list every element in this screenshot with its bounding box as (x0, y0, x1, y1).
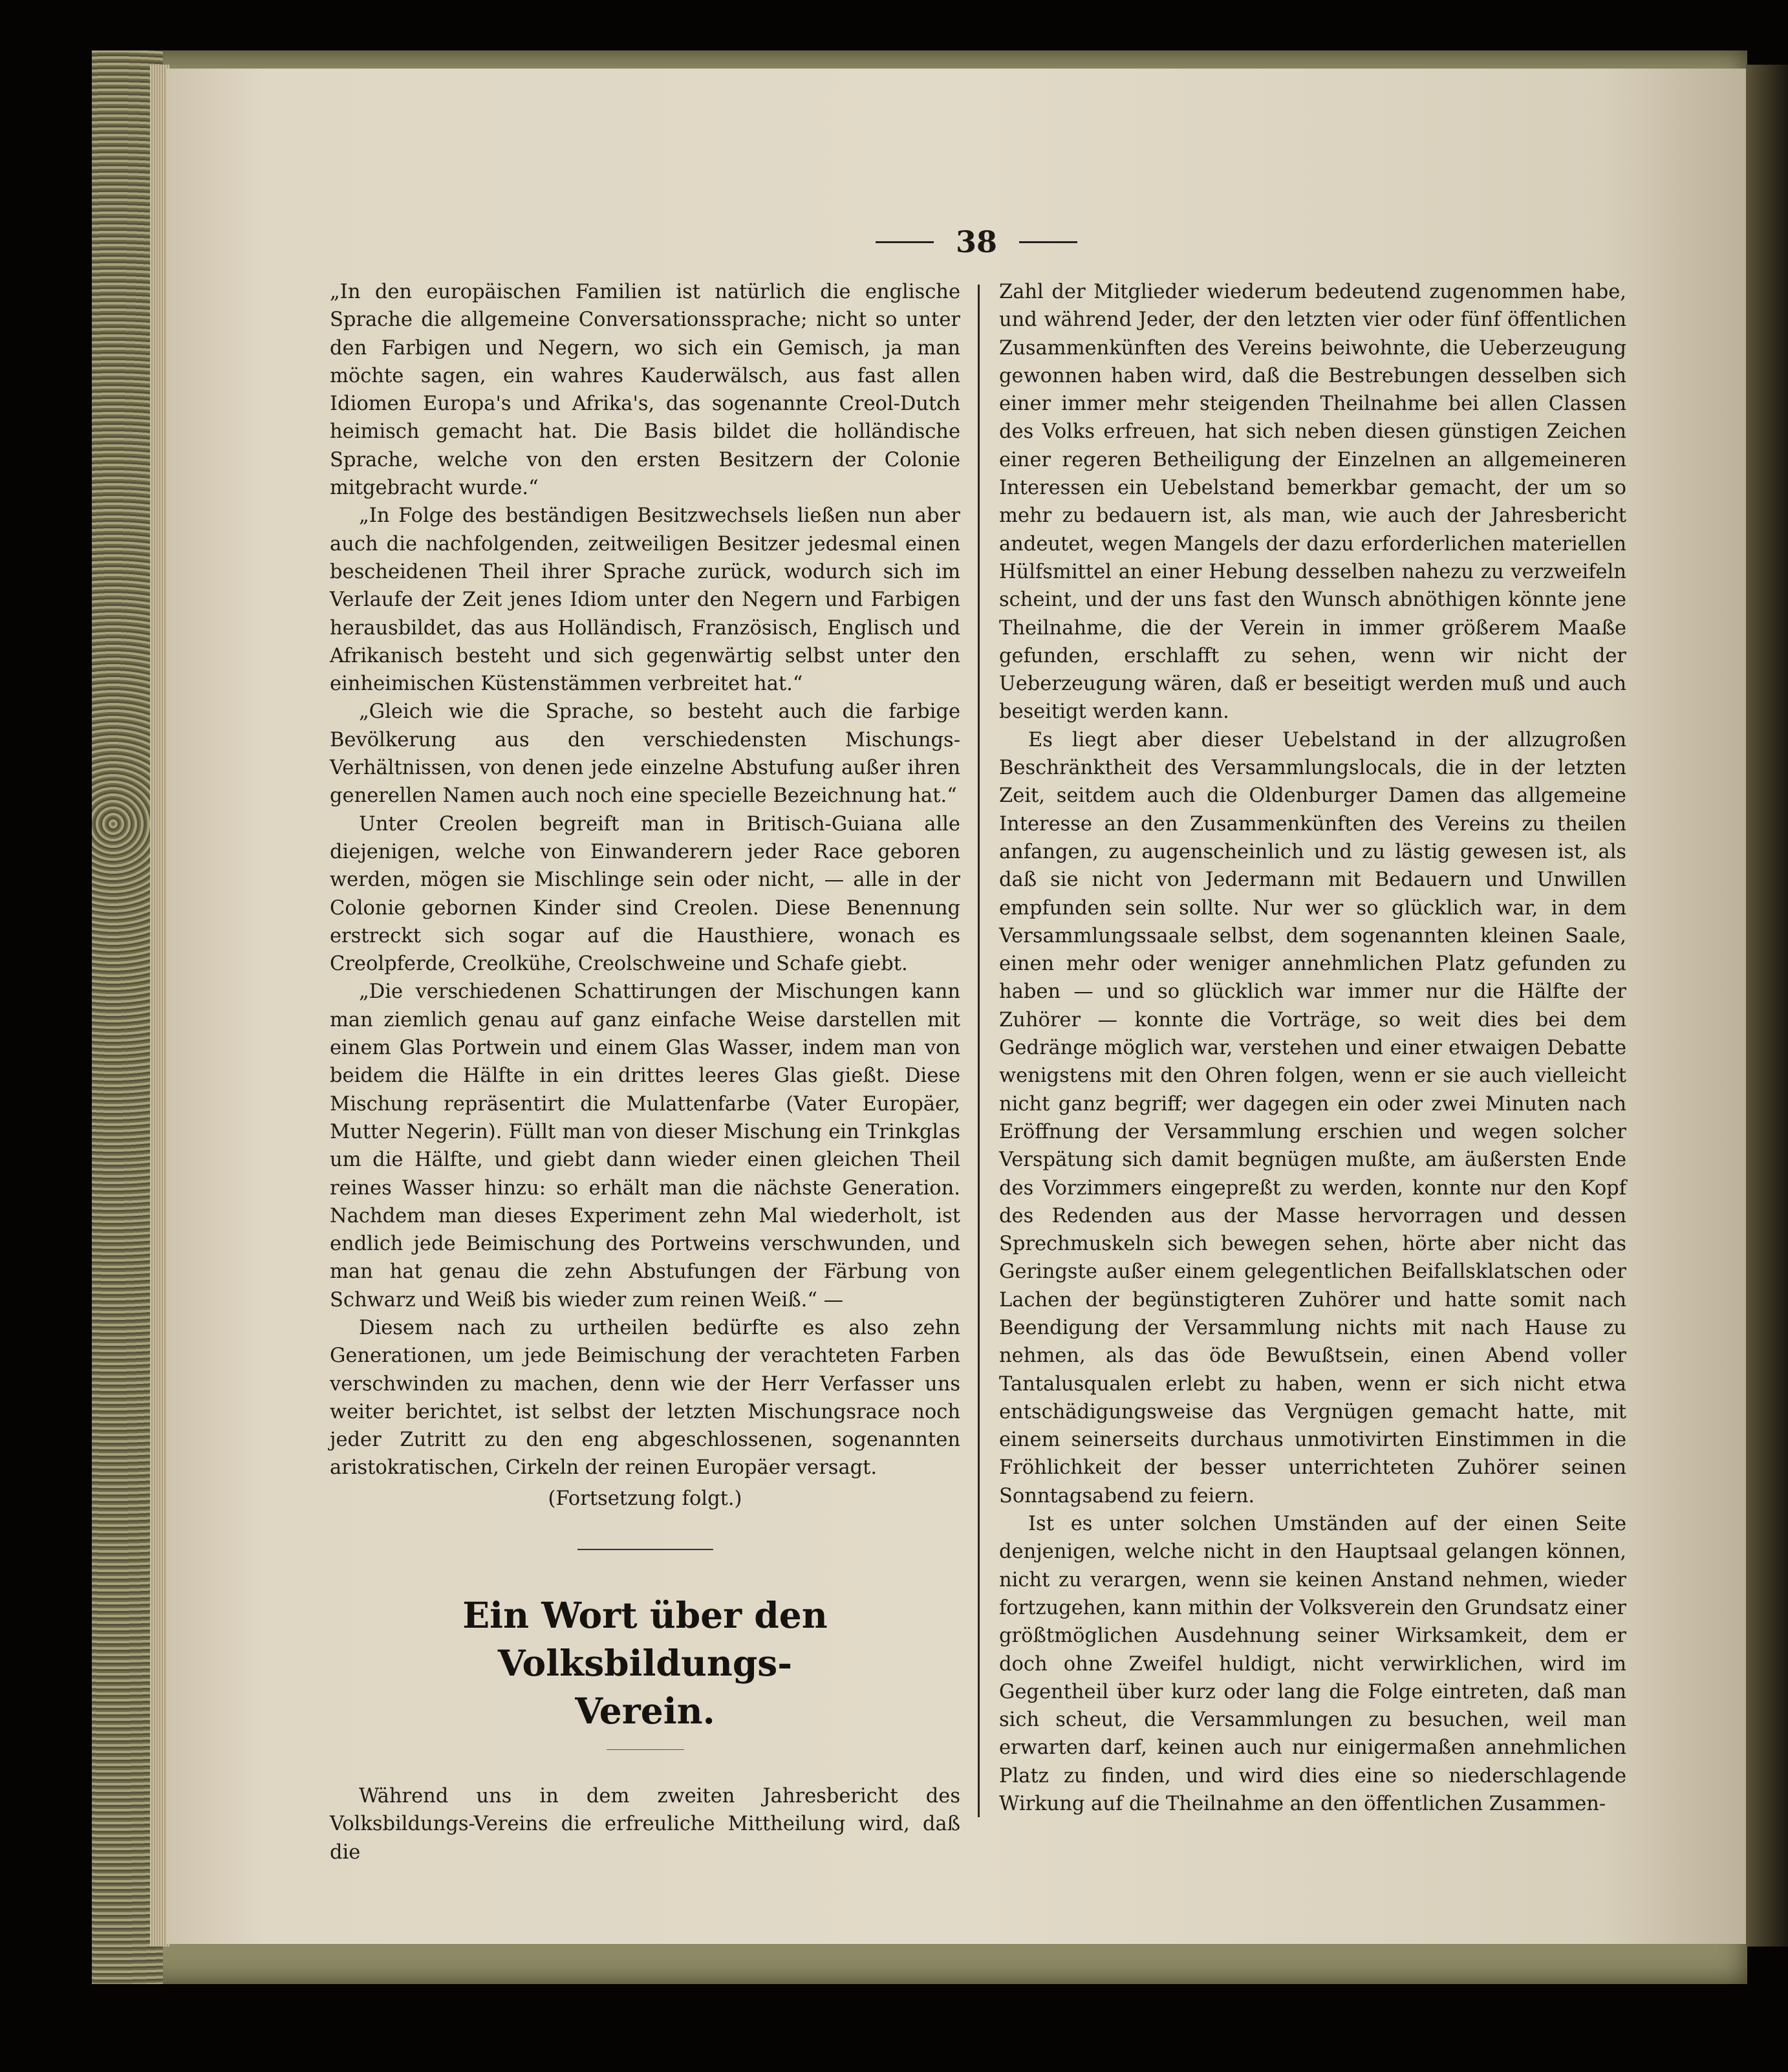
paragraph: „Die verschiedenen Schattirungen der Mischungen kann man ziemlich genau auf ganz einfache Weise darstellen mit einem Glas Portwein und einem Glas Wasser, indem man von beidem die Hälfte in ein drittes leeres Glas gießt. Diese Mischung repräsentirt die Mulattenfarbe (Vater Europäer, Mutter Negerin). Füllt man von dieser Mischung ein Trinkglas um die Hälfte, und giebt dann wieder einen gleichen Theil reines Wasser hinzu: so erhält man die nächste Generation. Nachdem man dieses Experiment zehn Mal wiederholt, ist endlich jede Beimischung des Portweins verschwunden, und man hat genau die zehn Abstufungen der Färbung von Schwarz und Weiß bis wieder zum reinen Weiß.“ — (330, 980, 960, 1311)
page-header (841, 216, 1112, 268)
paragraph: „In Folge des beständigen Besitzwechsels ließen nun aber auch die nachfolgenden, zeitweiligen Besitzer jedesmal einen bescheidenen Theil ihrer Sprache zurück, wodurch sich im Verlaufe der Zeit jenes Idiom unter den Negern und Farbigen herausbildet, das aus Holländisch, Französisch, Englisch und Afrikanisch besteht und sich gegenwärtig selbst unter den einheimischen Küstenstämmen verbreitet hat.“ (330, 504, 960, 696)
column-divider (978, 285, 980, 1817)
section-separator (577, 1549, 713, 1550)
paragraph: Ist es unter solchen Umständen auf der einen Seite denjenigen, welche nicht in den Hauptsaal gelangen können, nicht zu verargen, wenn sie keinen Anstand nehmen, wieder fortzugehen, kann mithin der Volksverein den Grundsatz einer größtmöglichen Ausdehnung seiner Wirksamkeit, dem er doch ohne Zweifel huldigt, nicht verwirklichen, wird im Gegentheil über kurz oder lang die Folge eintreten, daß man sich scheut, die Versammlungen zu besuchen, weil man erwarten darf, keinen auch nur einigermaßen annehmlichen Platz zu finden, und wird dies eine so niederschlagende Wirkung auf die Theilnahme an den öffentlichen Zusammen- (999, 1513, 1626, 1816)
right-column (999, 278, 1626, 1818)
paragraph: „Gleich wie die Sprache, so besteht auch die farbige Bevölkerung aus den verschiedensten Mischungs-Verhältnissen, von denen jede einzelne Abstufung außer ihren generellen Namen auch noch eine specielle Bezeichnung hat.“ (330, 700, 960, 808)
paragraph: Während uns in dem zweiten Jahresbericht des Volksbildungs-Vereins die erfreuliche Mittheilung wird, daß die (330, 1785, 960, 1864)
title-underline (607, 1749, 684, 1750)
paragraph: Es liegt aber dieser Uebelstand in der allzugroßen Beschränktheit des Versammlungslocals, die in der letzten Zeit, seitdem auch die Oldenburger Damen das allgemeine Interesse an den Zusammenkünften des Vereins zu theilen anfangen, zu augenscheinlich und zu lästig gewesen ist, als daß sie nicht von Jedermann mit Bedauern und Unwillen empfunden sein sollte. Nur wer so glücklich war, in dem Versammlungssaale selbst, dem sogenannten kleinen Saale, einen mehr oder weniger annehmlichen Platz gefunden zu haben — und so glücklich war immer nur die Hälfte der Zuhörer — konnte die Vorträge, so weit dies bei dem Gedränge möglich war, verstehen und einer etwaigen Debatte wenigstens mit den Ohren folgen, wenn er sie auch vielleicht nicht ganz begriff; wer dagegen ein oder zwei Minuten nach Eröffnung der Versammlung erschien und wegen solcher Verspätung sich damit begnügen mußte, am äußersten Ende des Vorzimmers eingepreßt zu werden, konnte nur den Kopf des Redenden aus der Masse hervorragen und dessen Sprechmuskeln sich bewegen sehen, hörte aber nicht das Geringste außer einem gelegentlichen Beifallsklatschen oder Lachen der begünstigteren Zuhörer und hatte somit nach Beendigung der Versammlung nichts mit nach Hause zu nehmen, als das öde Bewußtsein, einen Abend voller Tantalusqualen erlebt zu haben, wenn er sich nicht etwa entschädigungsweise das Vergnügen gemacht hatte, mit einem seinerseits durchaus unmotivirten Einstimmen in die Fröhlichkeit der besser unterrichteten Zuhörer seinen Sonntagsabend zu feiern. (999, 728, 1626, 1507)
continuation-note: (Fortsetzung folgt.) (548, 1487, 742, 1510)
header-rule-right (1019, 241, 1077, 243)
page-number: 38 (955, 224, 997, 259)
paragraph: Diesem nach zu urtheilen bedürfte es also zehn Generationen, um jede Beimischung der verachteten Farben verschwinden zu machen, denn wie der Herr Verfasser uns weiter berichtet, ist selbst der letzten Mischungsrace noch jeder Zutritt zu den eng abgeschlossenen, sogenannten aristokratischen, Cirkeln der reinen Europäer versagt. (330, 1316, 960, 1480)
left-column (330, 278, 960, 1866)
book-gutter (1746, 65, 1788, 1947)
section-title (330, 1592, 960, 1735)
paragraph: Zahl der Mitglieder wiederum bedeutend zugenommen habe, und während Jeder, der den letzten vier oder fünf öffentlichen Zusammenkünften des Vereins beiwohnte, die Ueberzeugung gewonnen haben wird, daß die Bestrebungen desselben sich einer immer mehr steigenden Theilnahme bei allen Classen des Volks erfreuen, hat sich neben diesen günstigen Zeichen einer regeren Betheiligung der Einzelnen an allgemeineren Interessen ein Uebelstand bemerkbar gemacht, der um so mehr zu bedauern ist, als man, wie auch der Jahresbericht andeutet, wegen Mangels der dazu erforderlichen materiellen Hülfsmittel an einer Hebung desselben nahezu zu verzweifeln scheint, und der uns fast den Wunsch abnöthigen könnte jene Theilnahme, die der Verein in immer größerem Maaße gefunden, erschlafft zu sehen, wenn wir nicht der Ueberzeugung wären, daß er beseitigt werden muß und auch beseitigt werden kann. (999, 281, 1626, 724)
header-rule-left (876, 241, 934, 243)
paragraph: „In den europäischen Familien ist natürlich die englische Sprache die allgemeine Conversationssprache; nicht so unter den Farbigen und Negern, wo sich ein Gemisch, ja man möchte sagen, ein wahres Kauderwälsch, aus fast allen Idiomen Europa's und Afrika's, das sogenannte Creol-Dutch heimisch gemacht hat. Die Basis bildet die holländische Sprache, welche von den ersten Besitzern der Colonie mitgebracht wurde.“ (330, 281, 960, 500)
paragraph: Unter Creolen begreift man in Britisch-Guiana alle diejenigen, welche von Einwanderern jeder Race geboren werden, mögen sie Mischlinge sein oder nicht, — alle in der Colonie gebornen Kinder sind Creolen. Diese Benennung erstreckt sich sogar auf die Hausthiere, wonach es Creolpferde, Creolkühe, Creolschweine und Schafe giebt. (330, 812, 960, 976)
section-title-line-2: Verein. (575, 1690, 715, 1732)
section-title-line-1: Ein Wort über den Volksbildungs- (462, 1594, 828, 1685)
